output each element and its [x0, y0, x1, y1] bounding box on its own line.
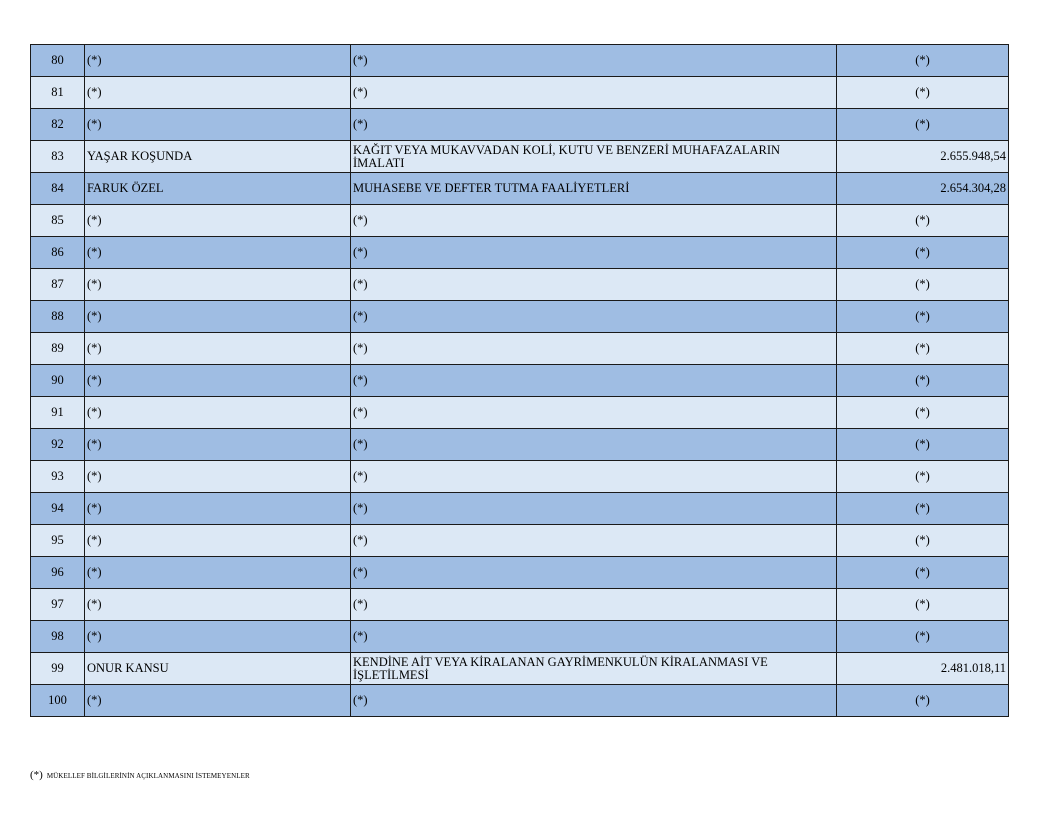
- taxpayer-name-cell: (*): [85, 525, 351, 557]
- row-number-cell: 87: [31, 269, 85, 301]
- amount-cell: (*): [837, 461, 1009, 493]
- amount-cell: 2.655.948,54: [837, 141, 1009, 173]
- table-row: [31, 461, 1009, 493]
- row-number-cell: 90: [31, 365, 85, 397]
- row-number-cell: 96: [31, 557, 85, 589]
- table-row: [31, 653, 1009, 685]
- taxpayer-name-cell: (*): [85, 685, 351, 717]
- taxpayer-name-cell: (*): [85, 301, 351, 333]
- taxpayer-name-cell: (*): [85, 461, 351, 493]
- amount-cell: 2.481.018,11: [837, 653, 1009, 685]
- activity-cell: (*): [351, 525, 837, 557]
- activity-cell: (*): [351, 205, 837, 237]
- amount-cell: (*): [837, 685, 1009, 717]
- activity-cell: (*): [351, 237, 837, 269]
- amount-cell: (*): [837, 365, 1009, 397]
- row-number-cell: 83: [31, 141, 85, 173]
- taxpayer-name-cell: (*): [85, 365, 351, 397]
- table-row: [31, 301, 1009, 333]
- table-row: [31, 621, 1009, 653]
- amount-cell: (*): [837, 77, 1009, 109]
- taxpayer-name-cell: (*): [85, 109, 351, 141]
- activity-cell: (*): [351, 493, 837, 525]
- footnote: [30, 769, 250, 781]
- activity-cell: (*): [351, 365, 837, 397]
- footnote-mark: (*): [30, 769, 43, 781]
- amount-cell: (*): [837, 429, 1009, 461]
- row-number-cell: 95: [31, 525, 85, 557]
- activity-cell: (*): [351, 429, 837, 461]
- activity-cell: (*): [351, 269, 837, 301]
- activity-cell: (*): [351, 621, 837, 653]
- table-row: [31, 45, 1009, 77]
- amount-cell: (*): [837, 333, 1009, 365]
- row-number-cell: 98: [31, 621, 85, 653]
- row-number-cell: 91: [31, 397, 85, 429]
- activity-cell: (*): [351, 109, 837, 141]
- amount-cell: (*): [837, 45, 1009, 77]
- amount-cell: 2.654.304,28: [837, 173, 1009, 205]
- row-number-cell: 82: [31, 109, 85, 141]
- table-row: [31, 77, 1009, 109]
- amount-cell: (*): [837, 557, 1009, 589]
- amount-cell: (*): [837, 301, 1009, 333]
- taxpayer-name-cell: (*): [85, 205, 351, 237]
- amount-cell: (*): [837, 269, 1009, 301]
- row-number-cell: 86: [31, 237, 85, 269]
- taxpayer-name-cell: (*): [85, 621, 351, 653]
- row-number-cell: 85: [31, 205, 85, 237]
- row-number-cell: 99: [31, 653, 85, 685]
- activity-cell: (*): [351, 461, 837, 493]
- activity-cell: (*): [351, 77, 837, 109]
- amount-cell: (*): [837, 397, 1009, 429]
- row-number-cell: 100: [31, 685, 85, 717]
- taxpayer-table-body: [31, 45, 1009, 717]
- taxpayer-name-cell: (*): [85, 269, 351, 301]
- taxpayer-name-cell: (*): [85, 237, 351, 269]
- taxpayer-name-cell: (*): [85, 589, 351, 621]
- activity-cell: (*): [351, 45, 837, 77]
- row-number-cell: 89: [31, 333, 85, 365]
- taxpayer-name-cell: (*): [85, 493, 351, 525]
- table-row: [31, 557, 1009, 589]
- table-row: [31, 365, 1009, 397]
- row-number-cell: 84: [31, 173, 85, 205]
- row-number-cell: 88: [31, 301, 85, 333]
- amount-cell: (*): [837, 205, 1009, 237]
- row-number-cell: 93: [31, 461, 85, 493]
- table-row: [31, 429, 1009, 461]
- row-number-cell: 94: [31, 493, 85, 525]
- row-number-cell: 92: [31, 429, 85, 461]
- amount-cell: (*): [837, 525, 1009, 557]
- table-row: [31, 685, 1009, 717]
- taxpayer-name-cell: ONUR KANSU: [85, 653, 351, 685]
- taxpayer-name-cell: (*): [85, 45, 351, 77]
- row-number-cell: 80: [31, 45, 85, 77]
- activity-cell: (*): [351, 589, 837, 621]
- table-row: [31, 493, 1009, 525]
- activity-cell: (*): [351, 397, 837, 429]
- taxpayer-name-cell: FARUK ÖZEL: [85, 173, 351, 205]
- amount-cell: (*): [837, 237, 1009, 269]
- amount-cell: (*): [837, 493, 1009, 525]
- table-row: [31, 269, 1009, 301]
- amount-cell: (*): [837, 109, 1009, 141]
- row-number-cell: 81: [31, 77, 85, 109]
- table-row: [31, 525, 1009, 557]
- table-row: [31, 141, 1009, 173]
- taxpayer-name-cell: (*): [85, 333, 351, 365]
- activity-cell: MUHASEBE VE DEFTER TUTMA FAALİYETLERİ: [351, 173, 837, 205]
- amount-cell: (*): [837, 621, 1009, 653]
- row-number-cell: 97: [31, 589, 85, 621]
- activity-cell: (*): [351, 685, 837, 717]
- activity-cell: KAĞIT VEYA MUKAVVADAN KOLİ, KUTU VE BENZERİ MUHAFAZALARIN İMALATI: [351, 141, 837, 173]
- activity-cell: (*): [351, 557, 837, 589]
- amount-cell: (*): [837, 589, 1009, 621]
- table-row: [31, 397, 1009, 429]
- activity-cell: (*): [351, 333, 837, 365]
- taxpayer-name-cell: (*): [85, 557, 351, 589]
- taxpayer-name-cell: YAŞAR KOŞUNDA: [85, 141, 351, 173]
- table-row: [31, 589, 1009, 621]
- taxpayer-name-cell: (*): [85, 429, 351, 461]
- activity-cell: (*): [351, 301, 837, 333]
- footnote-text: MÜKELLEF BİLGİLERİNİN AÇIKLANMASINI İSTEMEYENLER: [46, 772, 250, 780]
- table-row: [31, 109, 1009, 141]
- taxpayer-table-container: [30, 44, 1008, 717]
- table-row: [31, 237, 1009, 269]
- taxpayer-name-cell: (*): [85, 77, 351, 109]
- table-row: [31, 173, 1009, 205]
- activity-cell: KENDİNE AİT VEYA KİRALANAN GAYRİMENKULÜN KİRALANMASI VE İŞLETİLMESİ: [351, 653, 837, 685]
- table-row: [31, 333, 1009, 365]
- taxpayer-table: [30, 44, 1009, 717]
- table-row: [31, 205, 1009, 237]
- taxpayer-name-cell: (*): [85, 397, 351, 429]
